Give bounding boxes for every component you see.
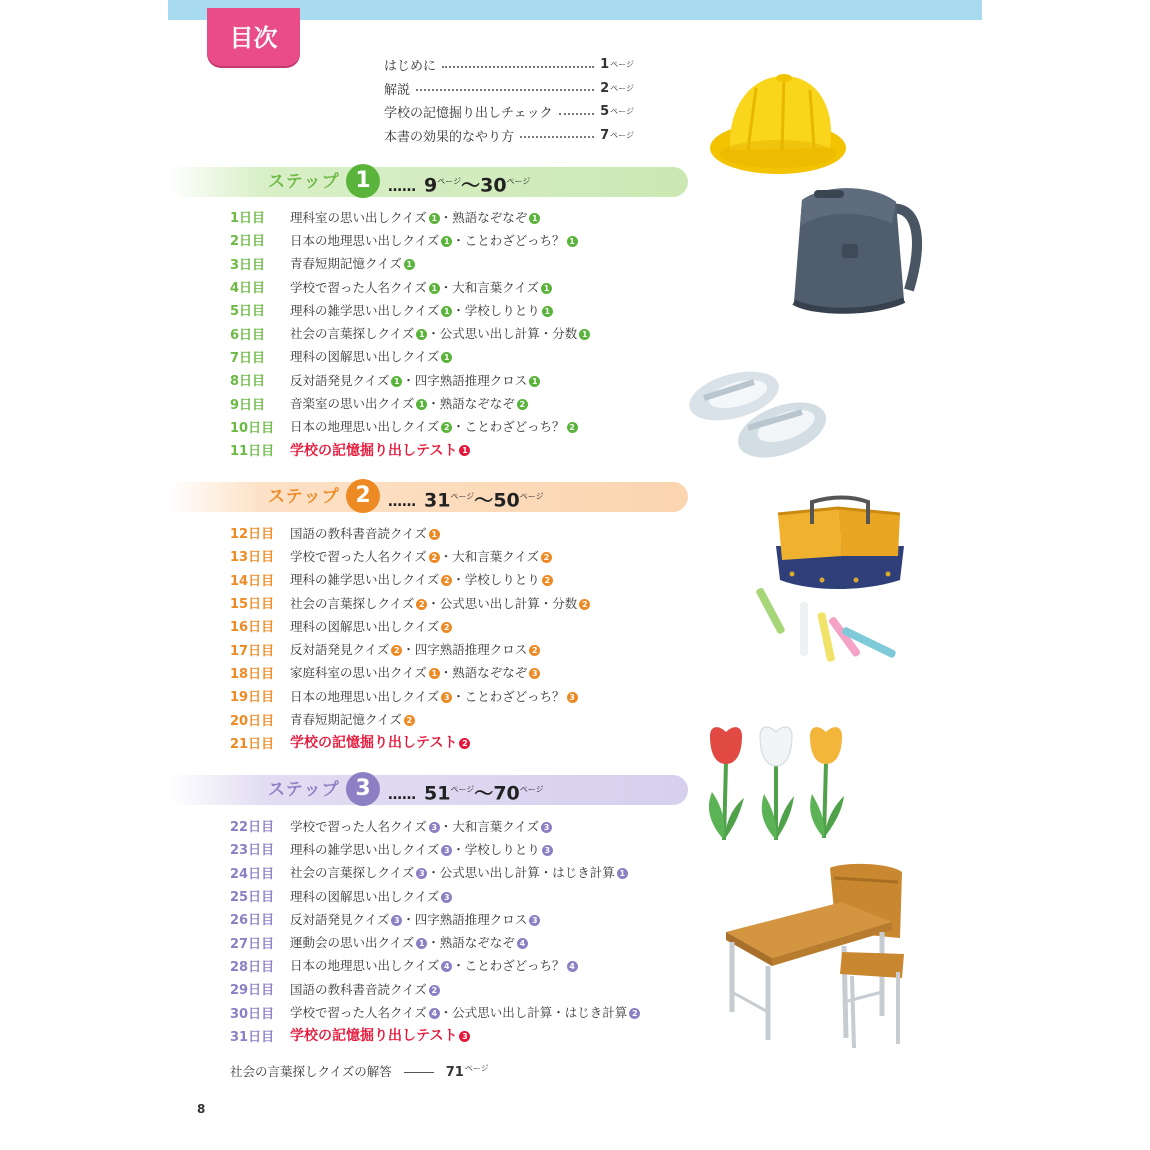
quiz-number-badge: 1 [441,236,452,247]
page-suffix: ページ [506,177,531,186]
day-label: 16日目 [230,620,275,636]
tulips-illustration [700,722,856,844]
quiz-number-badge: 3 [391,915,402,926]
intro-item[interactable] [384,53,634,77]
separator: ・ [427,935,440,951]
day-label: 6日目 [230,327,266,343]
day-content [290,956,578,974]
test-day-row[interactable] [230,1024,750,1047]
day-content [290,570,553,588]
step-page-range [388,775,544,805]
school-hat-illustration [706,66,856,181]
day-row[interactable] [230,591,750,614]
day-content [290,1003,640,1021]
quiz-number-badge: 1 [429,283,440,294]
day-label: 7日目 [230,350,266,366]
day-label: 22日目 [230,820,275,836]
day-row[interactable] [230,521,750,544]
quiz-title: 国語の教科書音読クイズ [290,981,427,997]
quiz-number-badge: 2 [567,422,578,433]
day-row[interactable] [230,837,750,860]
page-title: 目次 [207,8,300,66]
page-number: 8 [197,1102,206,1116]
quiz-title-2: 大和言葉クイズ [452,279,540,295]
day-label: 31日目 [230,1029,275,1045]
quiz-title-2: 熟語なぞなぞ [439,935,515,951]
day-label: 13日目 [230,550,275,566]
separator: ・ [452,419,465,435]
day-content [290,1025,470,1045]
answer-page: 71 [445,1065,464,1080]
quiz-number-badge: 3 [529,668,540,679]
day-content [290,980,440,998]
quiz-number-badge: 1 [429,529,440,540]
quiz-title: 理科の図解思い出しクイズ [290,349,440,365]
day-content [290,933,528,951]
quiz-title: 理科の雑学思い出しクイズ [290,302,440,318]
day-content [290,617,452,635]
quiz-number-badge: 4 [441,961,452,972]
quiz-number-badge: 2 [441,422,452,433]
page-suffix: ページ [610,83,634,93]
quiz-number-badge: 1 [429,213,440,224]
day-content [290,687,578,705]
quiz-title-2: 四字熟語推理クロス [414,372,528,388]
day-content [290,278,552,296]
quiz-number-badge: 2 [416,599,427,610]
quiz-title: 学校で習った人名クイズ [290,279,427,295]
quiz-title: 学校で習った人名クイズ [290,818,427,834]
school-backpack-illustration [784,180,924,320]
day-content [290,547,552,565]
intro-label: 解説 [384,82,411,98]
page-suffix: ページ [437,177,462,186]
range-end: 50 [493,489,520,512]
day-content [290,594,590,612]
day-label: 27日目 [230,936,275,952]
separator: ・ [452,232,465,248]
separator: ・ [439,548,453,564]
day-content [290,417,578,435]
quiz-title: 日本の地理思い出しクイズ [290,688,440,704]
quiz-number-badge: 2 [459,738,470,749]
quiz-number-badge: 2 [579,599,590,610]
leader-dots [416,89,594,91]
day-row[interactable] [230,661,750,684]
day-row[interactable] [230,544,750,567]
quiz-number-badge: 2 [542,575,553,586]
intro-page: 5 [600,104,610,120]
day-row[interactable] [230,954,750,977]
intro-item[interactable] [384,100,634,124]
step-label: ステップ [268,487,340,507]
quiz-number-badge: 2 [391,645,402,656]
page-suffix: ページ [450,492,475,501]
quiz-title: 学校の記憶掘り出しテスト [290,735,458,752]
quiz-number-badge: 3 [459,1031,470,1042]
step-label: ステップ [268,172,340,192]
day-content [290,840,553,858]
quiz-title: 運動会の思い出クイズ [290,935,415,951]
quiz-title: 青春短期記憶クイズ [290,712,402,728]
quiz-title-2: 四字熟語推理クロス [414,642,528,658]
quiz-number-badge: 3 [567,692,578,703]
day-label: 24日目 [230,866,275,882]
step-number-badge: 3 [346,772,380,806]
day-row[interactable] [230,614,750,637]
step-page-range [388,482,544,512]
intro-label: はじめに [384,59,437,75]
day-content [290,524,440,542]
quiz-number-badge: 1 [617,868,628,879]
quiz-number-badge: 4 [567,961,578,972]
day-label: 2日目 [230,234,266,250]
step-2-day-list [230,521,750,754]
day-label: 10日目 [230,420,275,436]
quiz-number-badge: 3 [529,915,540,926]
quiz-title-2: 公式思い出し計算・分数 [439,326,578,342]
step-1-day-list [230,205,750,461]
day-content [290,863,628,881]
separator: ・ [452,572,465,588]
quiz-number-badge: 1 [579,329,590,340]
day-content [290,640,540,658]
quiz-title: 日本の地理思い出しクイズ [290,232,440,248]
leader-dots [520,136,594,138]
day-content [290,910,540,928]
quiz-number-badge: 1 [391,376,402,387]
quiz-title-2: 大和言葉クイズ [452,818,540,834]
quiz-number-badge: 1 [416,329,427,340]
quiz-title: 学校で習った人名クイズ [290,548,427,564]
quiz-title-2: ことわざどっち？ [464,958,565,974]
quiz-number-badge: 1 [567,236,578,247]
separator: ・ [402,911,415,927]
separator: ・ [427,865,440,881]
separator: ・ [452,302,465,318]
day-content [290,208,540,226]
quiz-number-badge: 1 [441,306,452,317]
day-label: 1日目 [230,211,266,227]
intro-item[interactable] [384,124,634,148]
quiz-number-badge: 1 [441,352,452,363]
leader-dots [442,66,594,68]
day-label: 21日目 [230,736,275,752]
day-content [290,231,578,249]
day-label: 5日目 [230,304,266,320]
day-label: 29日目 [230,983,275,999]
day-row[interactable] [230,1000,750,1023]
day-label: 18日目 [230,666,275,682]
separator: ・ [452,841,465,857]
range-start: 51 [424,782,451,805]
page-suffix: ページ [450,785,475,794]
separator: ・ [427,595,440,611]
step-3-header [168,775,688,805]
range-tilde: 〜 [474,489,494,512]
quiz-number-badge: 3 [441,845,452,856]
separator: ・ [452,688,465,704]
day-row[interactable] [230,907,750,930]
separator: ・ [402,642,415,658]
quiz-number-badge: 2 [629,1008,640,1019]
quiz-title-2: 公式思い出し計算・分数 [439,595,578,611]
quiz-title: 理科の雑学思い出しクイズ [290,572,440,588]
quiz-title: 学校で習った人名クイズ [290,1005,427,1021]
quiz-number-badge: 1 [529,376,540,387]
day-row[interactable] [230,684,750,707]
separator: ・ [439,279,453,295]
day-label: 9日目 [230,397,266,413]
quiz-title: 反対語発見クイズ [290,372,390,388]
day-label: 26日目 [230,913,275,929]
separator: ・ [439,209,453,225]
day-row[interactable] [230,930,750,953]
quiz-number-badge: 2 [441,575,452,586]
quiz-number-badge: 1 [542,306,553,317]
quiz-title-2: 学校しりとり [464,302,540,318]
range-dots: …… [388,787,416,804]
quiz-number-badge: 3 [441,692,452,703]
day-content [290,440,470,460]
range-start: 31 [424,489,451,512]
day-label: 15日目 [230,597,275,613]
day-row[interactable] [230,321,750,344]
day-label: 4日目 [230,281,266,297]
school-desk-chair-illustration [722,862,910,1052]
day-row[interactable] [230,228,750,251]
intro-page: 1 [600,57,610,73]
page-suffix: ページ [519,492,544,501]
day-content [290,394,528,412]
leader-dots [559,113,594,115]
quiz-title-2: ことわざどっち？ [464,419,565,435]
intro-label: 学校の記憶掘り出しチェック [384,106,553,122]
quiz-number-badge: 3 [429,822,440,833]
quiz-title-2: 四字熟語推理クロス [414,911,528,927]
quiz-title: 理科室の思い出しクイズ [290,209,427,225]
day-row[interactable] [230,345,750,368]
quiz-title: 国語の教科書音読クイズ [290,525,427,541]
quiz-title-2: ことわざどっち？ [464,232,565,248]
step-number-badge: 2 [346,479,380,513]
quiz-number-badge: 1 [429,668,440,679]
day-row[interactable] [230,252,750,275]
quiz-title-2: 公式思い出し計算・はじき計算 [452,1005,628,1021]
test-day-row[interactable] [230,438,750,461]
quiz-title: 反対語発見クイズ [290,911,390,927]
quiz-number-badge: 4 [429,1008,440,1019]
separator: ・ [452,958,465,974]
quiz-number-badge: 4 [517,938,528,949]
step-number-badge: 1 [346,164,380,198]
day-label: 3日目 [230,257,266,273]
range-end: 30 [480,174,507,197]
quiz-title-2: 公式思い出し計算・はじき計算 [439,865,615,881]
day-content [290,324,590,342]
separator: ・ [439,818,453,834]
day-content [290,817,552,835]
quiz-title: 理科の図解思い出しクイズ [290,888,440,904]
day-content [290,663,540,681]
range-tilde: 〜 [474,782,494,805]
quiz-title: 学校の記憶掘り出しテスト [290,442,458,459]
leader-line [404,1072,434,1073]
quiz-number-badge: 1 [541,283,552,294]
day-row[interactable] [230,637,750,660]
day-label: 20日目 [230,713,275,729]
day-row[interactable] [230,814,750,837]
quiz-number-badge: 2 [541,552,552,563]
quiz-title: 日本の地理思い出しクイズ [290,958,440,974]
day-label: 12日目 [230,527,275,543]
quiz-number-badge: 3 [441,892,452,903]
quiz-number-badge: 1 [459,445,470,456]
range-end: 70 [493,782,520,805]
day-label: 11日目 [230,444,275,460]
chalk-illustration [756,580,918,672]
quiz-number-badge: 2 [429,552,440,563]
day-label: 30日目 [230,1006,275,1022]
quiz-number-badge: 3 [541,822,552,833]
day-row[interactable] [230,391,750,414]
day-row[interactable] [230,415,750,438]
step-2-header [168,482,688,512]
day-label: 19日目 [230,690,275,706]
separator: ・ [439,1005,453,1021]
step-1-header [168,167,688,197]
step-3-day-list [230,814,750,1047]
quiz-title: 家庭科室の思い出クイズ [290,665,427,681]
quiz-number-badge: 3 [542,845,553,856]
intro-label: 本書の効果的なやり方 [384,129,515,145]
day-row[interactable] [230,275,750,298]
quiz-title-2: 熟語なぞなぞ [452,209,528,225]
separator: ・ [439,665,453,681]
day-row[interactable] [230,298,750,321]
day-label: 23日目 [230,843,275,859]
quiz-title: 反対語発見クイズ [290,642,390,658]
day-content [290,301,553,319]
quiz-number-badge: 2 [529,645,540,656]
day-row[interactable] [230,861,750,884]
day-row[interactable] [230,568,750,591]
quiz-number-badge: 1 [416,938,427,949]
quiz-number-badge: 2 [441,622,452,633]
page-suffix: ページ [519,785,544,794]
answer-link[interactable] [230,1062,489,1080]
page-suffix: ページ [610,130,634,140]
page-suffix: ページ [610,60,634,70]
range-start: 9 [424,174,438,197]
separator: ・ [402,372,415,388]
separator: ・ [427,396,440,412]
test-day-row[interactable] [230,731,750,754]
step-label: ステップ [268,780,340,800]
day-content [290,254,415,272]
quiz-title: 理科の雑学思い出しクイズ [290,841,440,857]
quiz-title: 社会の言葉探しクイズ [290,865,415,881]
quiz-title-2: ことわざどっち？ [464,688,565,704]
range-tilde: 〜 [461,174,481,197]
quiz-title: 学校の記憶掘り出しテスト [290,1028,458,1045]
page-suffix: ページ [464,1063,489,1073]
day-content [290,347,452,365]
quiz-title: 日本の地理思い出しクイズ [290,419,440,435]
indoor-shoes-illustration [686,368,832,464]
day-label: 17日目 [230,643,275,659]
day-row[interactable] [230,205,750,228]
step-page-range [388,167,530,197]
day-content [290,732,470,752]
day-label: 25日目 [230,890,275,906]
quiz-title-2: 学校しりとり [464,572,540,588]
intro-item[interactable] [384,77,634,101]
quiz-number-badge: 2 [429,985,440,996]
day-label: 28日目 [230,959,275,975]
quiz-title: 社会の言葉探しクイズ [290,595,415,611]
answer-label: 社会の言葉探しクイズの解答 [230,1064,392,1079]
day-row[interactable] [230,707,750,730]
quiz-title-2: 熟語なぞなぞ [452,665,528,681]
quiz-number-badge: 1 [416,399,427,410]
range-dots: …… [388,179,416,196]
quiz-title: 青春短期記憶クイズ [290,256,402,272]
quiz-title-2: 熟語なぞなぞ [439,396,515,412]
intro-page: 7 [600,127,610,143]
day-row[interactable] [230,368,750,391]
separator: ・ [427,326,440,342]
day-row[interactable] [230,884,750,907]
quiz-number-badge: 2 [517,399,528,410]
quiz-number-badge: 3 [416,868,427,879]
quiz-title: 社会の言葉探しクイズ [290,326,415,342]
day-content [290,371,540,389]
quiz-number-badge: 1 [529,213,540,224]
quiz-title: 理科の図解思い出しクイズ [290,618,440,634]
intro-page: 2 [600,80,610,96]
quiz-number-badge: 2 [404,715,415,726]
day-label: 8日目 [230,374,266,390]
sewing-box-illustration [772,494,908,594]
day-label: 14日目 [230,573,275,589]
quiz-title-2: 大和言葉クイズ [452,548,540,564]
quiz-title-2: 学校しりとり [464,841,540,857]
range-dots: …… [388,494,416,511]
quiz-title: 音楽室の思い出クイズ [290,396,415,412]
day-content [290,710,415,728]
page-suffix: ページ [610,107,634,117]
intro-list [384,53,634,147]
quiz-number-badge: 1 [404,259,415,270]
day-content [290,887,452,905]
day-row[interactable] [230,977,750,1000]
